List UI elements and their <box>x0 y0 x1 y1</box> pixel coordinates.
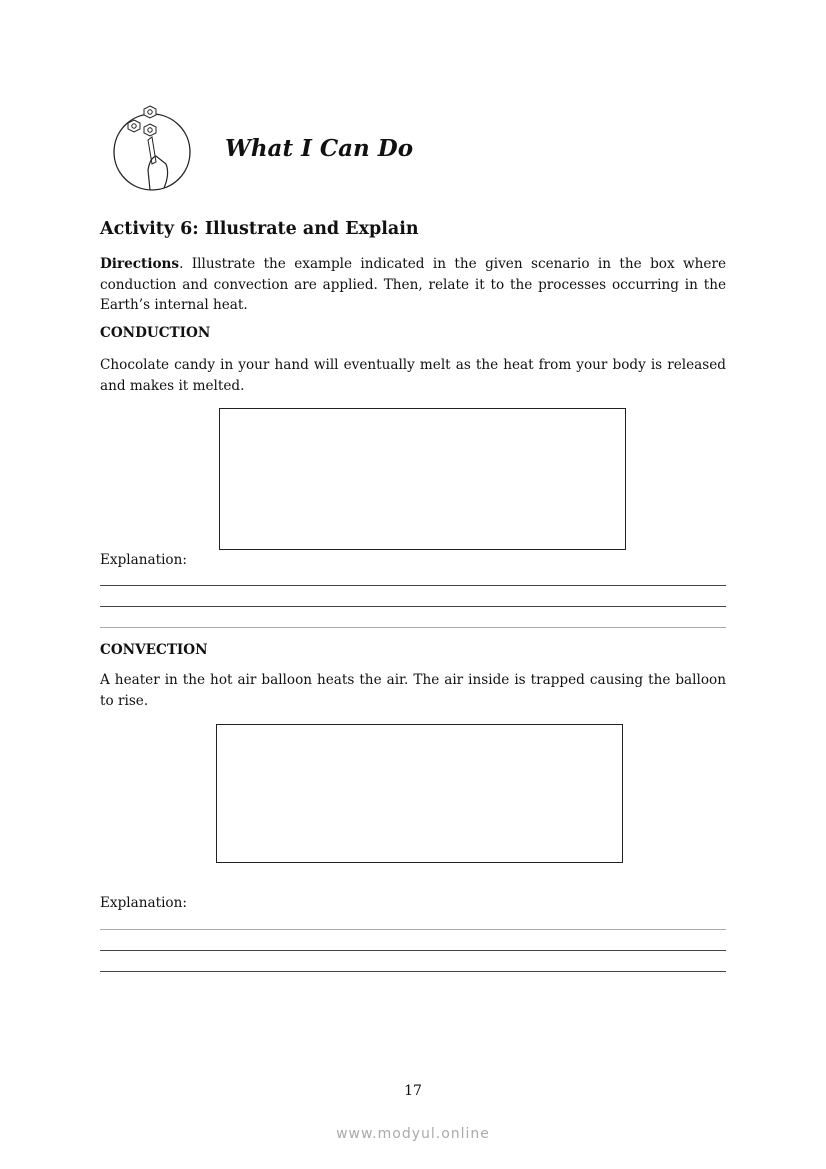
conduction-answer-line-3[interactable] <box>100 627 726 628</box>
conduction-answer-line-2[interactable] <box>100 606 726 607</box>
page-number: 17 <box>404 1083 422 1099</box>
conduction-explanation-label: Explanation: <box>100 552 187 568</box>
activity-title: Activity 6: Illustrate and Explain <box>100 219 419 239</box>
hand-wrench-icon <box>112 104 194 196</box>
convection-answer-line-3[interactable] <box>100 971 726 972</box>
convection-scenario: A heater in the hot air balloon heats the air. The air inside is trapped causing the balloon to rise. <box>100 672 726 709</box>
conduction-heading: CONDUCTION <box>100 325 211 341</box>
convection-answer-line-1[interactable] <box>100 929 726 930</box>
conduction-answer-line-1[interactable] <box>100 585 726 586</box>
convection-heading: CONVECTION <box>100 642 208 658</box>
directions-text: . Illustrate the example indicated in the given scenario in the box where conduction and convection are applied. Then, relate it to the processes occurring in the Earth’s internal heat. <box>100 256 726 313</box>
convection-explanation-label: Explanation: <box>100 895 187 911</box>
directions-label: Directions <box>100 256 180 272</box>
convection-answer-line-2[interactable] <box>100 950 726 951</box>
convection-drawing-box[interactable] <box>216 724 623 863</box>
conduction-scenario: Chocolate candy in your hand will eventually melt as the heat from your body is released and makes it melted. <box>100 357 726 394</box>
section-title: What I Can Do <box>225 135 414 162</box>
watermark: www.modyul.online <box>336 1126 490 1142</box>
conduction-drawing-box[interactable] <box>219 408 626 550</box>
directions <box>100 254 726 316</box>
